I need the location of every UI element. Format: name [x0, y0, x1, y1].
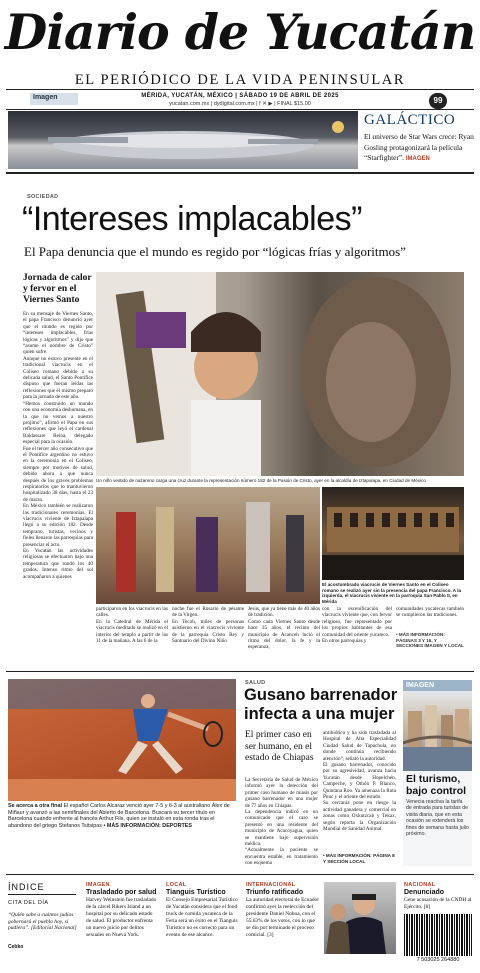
noboa-illustration [324, 882, 396, 954]
health-section: SALUD [245, 680, 266, 686]
starship-illustration [8, 111, 358, 169]
lead-deck: El Papa denuncia que el mundo es regido por “lógicas frías y algoritmos” [24, 244, 406, 259]
index-item-section: INTERNACIONAL [246, 882, 296, 888]
lead-col-3: noche fue el Rosario de pésame de la Virgen. En Tecoh, miles de personas asistieron en el viacrucis viviente de la parroquia Cristo Rey y Santuario del Divino Niño [172, 606, 244, 645]
index-item-text: La autoridad electoral de Ecuador confirmó ayer la reelección del presidente Daniel Noboa, con el 55.63% de los votos, con lo que se dio por terminado el proceso comicial. [3] [246, 897, 320, 938]
lead-photo-caption: Un niño vestido de nazareno carga una cruz durante la representación número 182 de la Pasión de Cristo, ayer en la alcaldía de Iztapalapa, en Ciudad de México [96, 478, 426, 483]
index-item-imagen[interactable] [86, 882, 158, 939]
promo-image [8, 111, 358, 169]
sports-photo [8, 679, 236, 801]
lead-side-headline: Jornada de calor y fervor en el Viernes Santo [23, 273, 92, 305]
cita-author: Cebko [8, 944, 24, 950]
tennis-illustration [8, 679, 236, 801]
lead-headline: “Intereses implacables” [22, 200, 362, 238]
index-item-section: IMAGEN [86, 882, 110, 888]
lead-col-6: comunidades yucatecas también se cumplieron las tradiciones. [396, 606, 464, 619]
index-label: ÍNDICE [8, 882, 45, 892]
index-item-text: Harvey Weinstein fue trasladado de la cárcel Rikers Island a un hospital por su delicado estado de salud. El productor enfrenta un nuevo juicio por delitos sexuales en Nueva York. [86, 897, 157, 938]
coliseum-caption: El acostumbrado viacrucis de Viernes Santo en el Coliseo romano se realizó ayer sin la presencia del papa Francisco. A la izquierda, el viacrucis viviente en la parroquia San Pablo II, en Mérida [322, 582, 462, 604]
lead-col-5: con la escenificación del viacrucis viviente que, con fervor religioso, fue representado por los propios habitantes de esa comunidad del oriente yucateco. En otros parroquias y [322, 606, 392, 645]
promo-text [364, 132, 476, 165]
index-item-nacional[interactable] [404, 882, 474, 911]
coliseum-photo [322, 487, 464, 580]
imagen-box-headline: El turismo, bajo control [406, 773, 467, 797]
procession-photo [96, 487, 320, 604]
dateline: MÉRIDA, YUCATÁN, MÉXICO | SÁBADO 19 DE ABRIL DE 2025 [141, 93, 339, 99]
index-item-text: El Consejo Empresarial Turístico de Yucatán considera que el food truck de comida yucateca de la Feria será un éxito en el Tianguis Turístico no es correcto para un evento de ese alcance. [166, 897, 238, 938]
index-item-head: Denunciado [404, 889, 445, 896]
index-item-internacional[interactable] [246, 882, 320, 939]
lead-side-body: En su mensaje de Viernes Santo, el papa Francisco denunció ayer que el mundo es regido por “intereses implacables, frías lógicas y algoritmos” y dijo que “asume el nombre de Cristo” quien sufre. Aunque no estuvo presente en el tradicional viacrucis en el Coliseo romano debido a su delicada salud, el Santo Pontífice dispuso que fueran leídas las reflexiones que él mismo preparó para la jornada de este año. “Hemos construido un mundo con una economía deshumana, en la que no vemos a nuestro prójimo”, afirmó el Papa en sus reflexiones que leyó el cardenal Baldassare Reina, delegado especial para la ocasión. Fue el tercer año consecutivo que el Pontífice argentino no estuvo en la ceremonia en el Coliseo, siempre por motivos de salud, debido ahora a que nunca después de los graves problemas respiratorios que lo mantuvieron hospitalizado 38 días, hasta el 23 de marzo. En México también se realizaron las tradicionales ceremonias. El viacrucis viviente de Iztapalapa llegó a su edición 182. Desde temprano, turistas, vecinos y fieles llenaron las parroquias para presenciar el acto. En Yucatán las actividades religiosas se efectuaron bajo una temperatura que rondó los 40 grados. Intenso ritmo del sol acompañaron a quienes [23, 311, 93, 580]
edition-badge: 99 [429, 93, 447, 109]
imagen-box [403, 680, 472, 866]
cita-label: CITA DEL DÍA [8, 900, 49, 906]
index-item-local[interactable] [166, 882, 238, 939]
sports-caption [8, 803, 236, 829]
noboa-photo [324, 882, 396, 954]
index-item-text: Gene acusación de la CNDH al Ejército. [8] [404, 897, 472, 910]
procession-illustration [96, 487, 320, 604]
barcode-number: 7 503025 264880 [404, 957, 472, 963]
health-body-2: antibiótico y ha sido trasladada al Hospital de Alta Especialidad Ciudad Salud de Tapachula, en donde continúa recibiendo atención”, señaló la autoridad. El gusano barrenador, conocido por su agresividad, avanza hacia Yucatán desde Hopelchén, Campeche, y Othón P. Blanco, Quintana Roo. Ya amenaza la Ruta Puuc y el oriente del estado. Su cercanía pone en riesgo la actividad ganadera y comercial en zonas como Oxkutzcab y Tekax, según reporta la Organización Mundial de Sanidad Animal. [323, 730, 396, 833]
web-line [0, 101, 480, 107]
coliseum-illustration [322, 487, 464, 580]
sports-more: • MÁS INFORMACIÓN: DEPORTES [103, 822, 192, 829]
imagen-box-label: IMAGEN [403, 680, 472, 691]
web-addresses: yucatan.com.mx | dydigital.com.mx | [169, 101, 258, 107]
health-deck: El primer caso en ser humano, en el estado de Chiapas [245, 730, 314, 763]
cita-text: “Quién sabe a cuántos judíos gobernará el pueblo hoy, si pudiera”. [Editorial Nacional] [8, 912, 77, 932]
masthead-title: Diario de Yucatán [4, 3, 476, 61]
health-more: • MÁS INFORMACIÓN: PÁGINA 8 Y SECCIÓN LOCAL [323, 853, 395, 864]
promo-section: IMAGEN [405, 156, 430, 162]
lead-photo [96, 272, 464, 476]
health-headline: Gusano barrenador infecta a una mujer [244, 686, 398, 723]
masthead-subtitle: EL PERIÓDICO DE LA VIDA PENINSULAR [74, 72, 406, 88]
lead-col-4: Jesús, que ya tiene más de 40 años de tradición. Como cada Viernes Santo desde hace 35 años, el recinto del municipio de Acanceh lució el ritmo del dolor, la fe y la esperanza, [248, 606, 320, 651]
imagen-box-text: Venecia reactiva la tarifa de entrada para turistas de visita diaria, que en esta ocasión se extenderá los fines de semana hasta julio próximo. [406, 799, 469, 838]
social-icons: f ✕ ▶ [259, 101, 273, 107]
venice-photo [403, 691, 472, 771]
health-body: La Secretaría de Salud de México informó ayer la detección del primer caso humano de miasis por gusano barrenador en una mujer de 77 años en Chiapas. La dependencia indicó en un comunicado que el caso se presentó en una residente del municipio de Acacoyagua, quien se mantiene bajo supervisión médica. “Actualmente la paciente se encuentra estable, en tratamiento con esquema [245, 777, 318, 865]
price: | FINAL $15.00 [274, 101, 311, 107]
index-item-head: Triunfo ratificado [246, 889, 304, 896]
index-item-head: Tianguis Turístico [166, 889, 226, 896]
venice-illustration [403, 691, 472, 771]
promo-title: GALÁCTICO [364, 112, 456, 128]
barcode [404, 914, 472, 956]
imagen-logo-text: Imagen [33, 94, 58, 101]
lead-col-2: participaron en los viacrucis en las calles. En la Catedral de Mérida el viacrucis meditado se realizó en el interior del templo a partir de las 11 de la mañana. A las 6 de la [96, 606, 168, 645]
lead-section: SOCIEDAD [27, 194, 59, 200]
index-item-section: LOCAL [166, 882, 187, 888]
sports-caption-head: Se acerca a otra final [8, 803, 62, 809]
index-item-section: NACIONAL [404, 882, 436, 888]
lead-more-info: • MÁS INFORMACIÓN: PÁGINAS 3 Y 16, Y SECCIONES IMAGEN Y LOCAL [396, 632, 464, 649]
lead-photo-illustration [96, 272, 464, 476]
index-item-head: Trasladado por salud [86, 889, 157, 896]
sports-caption-body: El español Carlos Alcaraz venció ayer 7-5 y 6-3 al australiano Álex de Miñaur y avanzó a las semifinales del Abierto de Barcelona. Buscará su tercer título en Barcelona cuando enfrente al francés Arthur Fils, quien se instaló en esta ronda tras el abandono del griego Stefanos Tsitsipas [8, 803, 230, 829]
promo-text-body: El universo de Star Wars crece: Ryan Gosling protagonizará la película “Starfighter”. [364, 132, 474, 162]
